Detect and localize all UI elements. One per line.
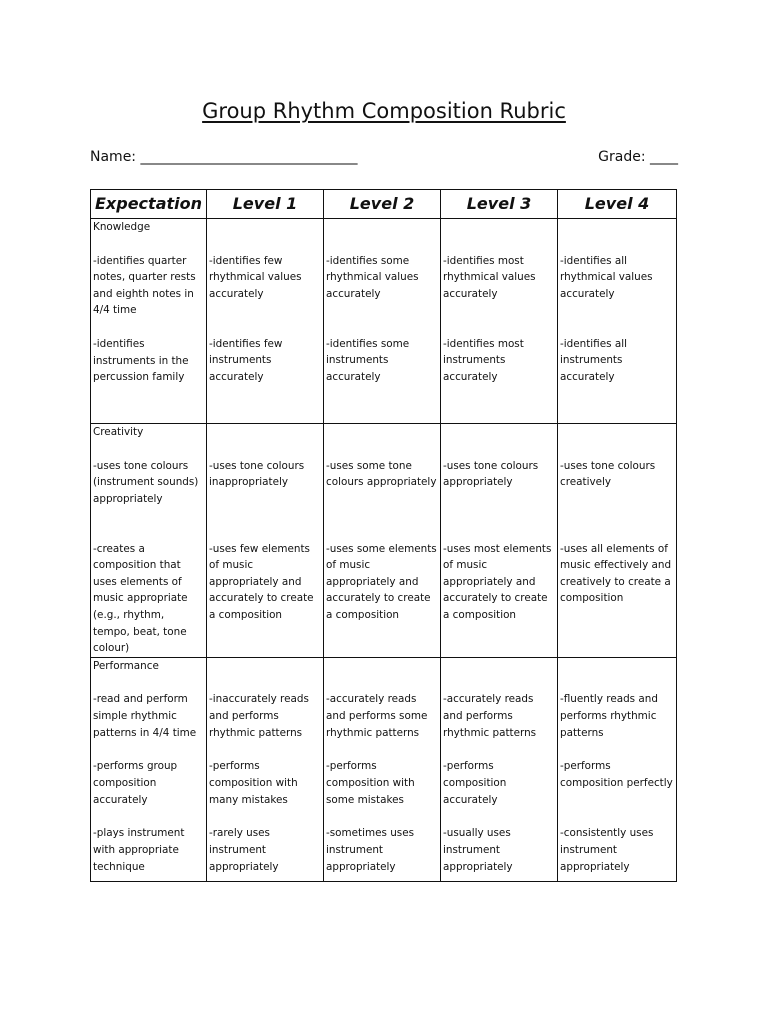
level-text: -usually uses instrument appropriately xyxy=(443,827,513,873)
category-label: Knowledge xyxy=(93,221,151,233)
grade-field: Grade: ____ xyxy=(598,149,678,165)
page-title: Group Rhythm Composition Rubric xyxy=(202,99,566,123)
level-text: -identifies all instruments accurately xyxy=(560,337,627,383)
section-row-performance xyxy=(91,657,677,881)
header-level-4: Level 4 xyxy=(558,190,677,219)
section-row-knowledge xyxy=(91,219,677,424)
level-text: -sometimes uses instrument appropriately xyxy=(326,827,415,873)
expectation-text: -performs group composition accurately xyxy=(93,760,178,806)
section-row-creativity xyxy=(91,424,677,658)
level-text: -performs composition with many mistakes xyxy=(209,760,298,806)
level-3-cell xyxy=(441,657,558,881)
level-1-cell xyxy=(207,219,324,424)
level-1-cell xyxy=(207,657,324,881)
name-field: Name: _______________________________ xyxy=(90,149,358,165)
expectation-text: -identifies instruments in the percussion family xyxy=(93,337,189,384)
level-text: -identifies some instruments accurately xyxy=(326,337,410,383)
level-text: -uses most elements of music appropriately and accurately to create a composition xyxy=(443,542,552,621)
level-text: -identifies few instruments accurately xyxy=(209,337,283,383)
level-text: -fluently reads and performs rhythmic patterns xyxy=(560,693,658,739)
expectation-text: -identifies quarter notes, quarter rests and eighth notes in 4/4 time xyxy=(93,254,196,317)
level-text: -performs composition accurately xyxy=(443,760,507,806)
level-text: -uses few elements of music appropriately and accurately to create a composition xyxy=(209,542,314,621)
level-text: -identifies most rhythmical values accurately xyxy=(443,254,536,300)
level-text: -identifies most instruments accurately xyxy=(443,337,524,383)
level-2-cell xyxy=(324,219,441,424)
level-text: -identifies all rhythmical values accurately xyxy=(560,254,653,300)
level-text: -accurately reads and performs some rhythmic patterns xyxy=(326,693,428,739)
header-level-2: Level 2 xyxy=(324,190,441,219)
level-text: -uses some elements of music appropriately and accurately to create a composition xyxy=(326,542,437,621)
header-expectation: Expectation xyxy=(91,190,207,219)
expectation-text: -uses tone colours (instrument sounds) appropriately xyxy=(93,459,199,505)
level-4-cell xyxy=(558,657,677,881)
level-2-cell xyxy=(324,424,441,658)
expectation-cell xyxy=(91,424,207,658)
level-text: -accurately reads and performs rhythmic patterns xyxy=(443,693,537,739)
expectation-text: -plays instrument with appropriate technique xyxy=(93,827,185,873)
category-label: Creativity xyxy=(93,426,144,438)
level-text: -consistently uses instrument appropriately xyxy=(560,827,654,873)
level-text: -uses all elements of music effectively and creatively to create a composition xyxy=(560,542,672,605)
level-2-cell xyxy=(324,657,441,881)
level-text: -rarely uses instrument appropriately xyxy=(209,827,279,873)
level-text: -uses tone colours inappropriately xyxy=(209,459,305,489)
level-text: -uses tone colours appropriately xyxy=(443,459,539,489)
expectation-cell xyxy=(91,657,207,881)
level-text: -performs composition perfectly xyxy=(560,760,673,789)
header-level-1: Level 1 xyxy=(207,190,324,219)
level-4-cell xyxy=(558,219,677,424)
expectation-text: -read and perform simple rhythmic patterns in 4/4 time xyxy=(93,693,197,739)
level-3-cell xyxy=(441,219,558,424)
level-text: -uses some tone colours appropriately xyxy=(326,459,437,489)
category-label: Performance xyxy=(93,659,159,672)
level-text: -identifies few rhythmical values accurately xyxy=(209,254,302,300)
expectation-text: -creates a composition that uses elements of music appropriate (e.g., rhythm, tempo, beat, tone colour) xyxy=(93,542,188,655)
rubric-table xyxy=(90,189,677,882)
level-text: -performs composition with some mistakes xyxy=(326,760,415,806)
level-text: -uses tone colours creatively xyxy=(560,459,656,489)
level-text: -inaccurately reads and performs rhythmic patterns xyxy=(209,693,309,739)
level-1-cell xyxy=(207,424,324,658)
header-row xyxy=(91,190,677,219)
header-level-3: Level 3 xyxy=(441,190,558,219)
level-text: -identifies some rhythmical values accurately xyxy=(326,254,419,300)
level-4-cell xyxy=(558,424,677,658)
level-3-cell xyxy=(441,424,558,658)
expectation-cell xyxy=(91,219,207,424)
